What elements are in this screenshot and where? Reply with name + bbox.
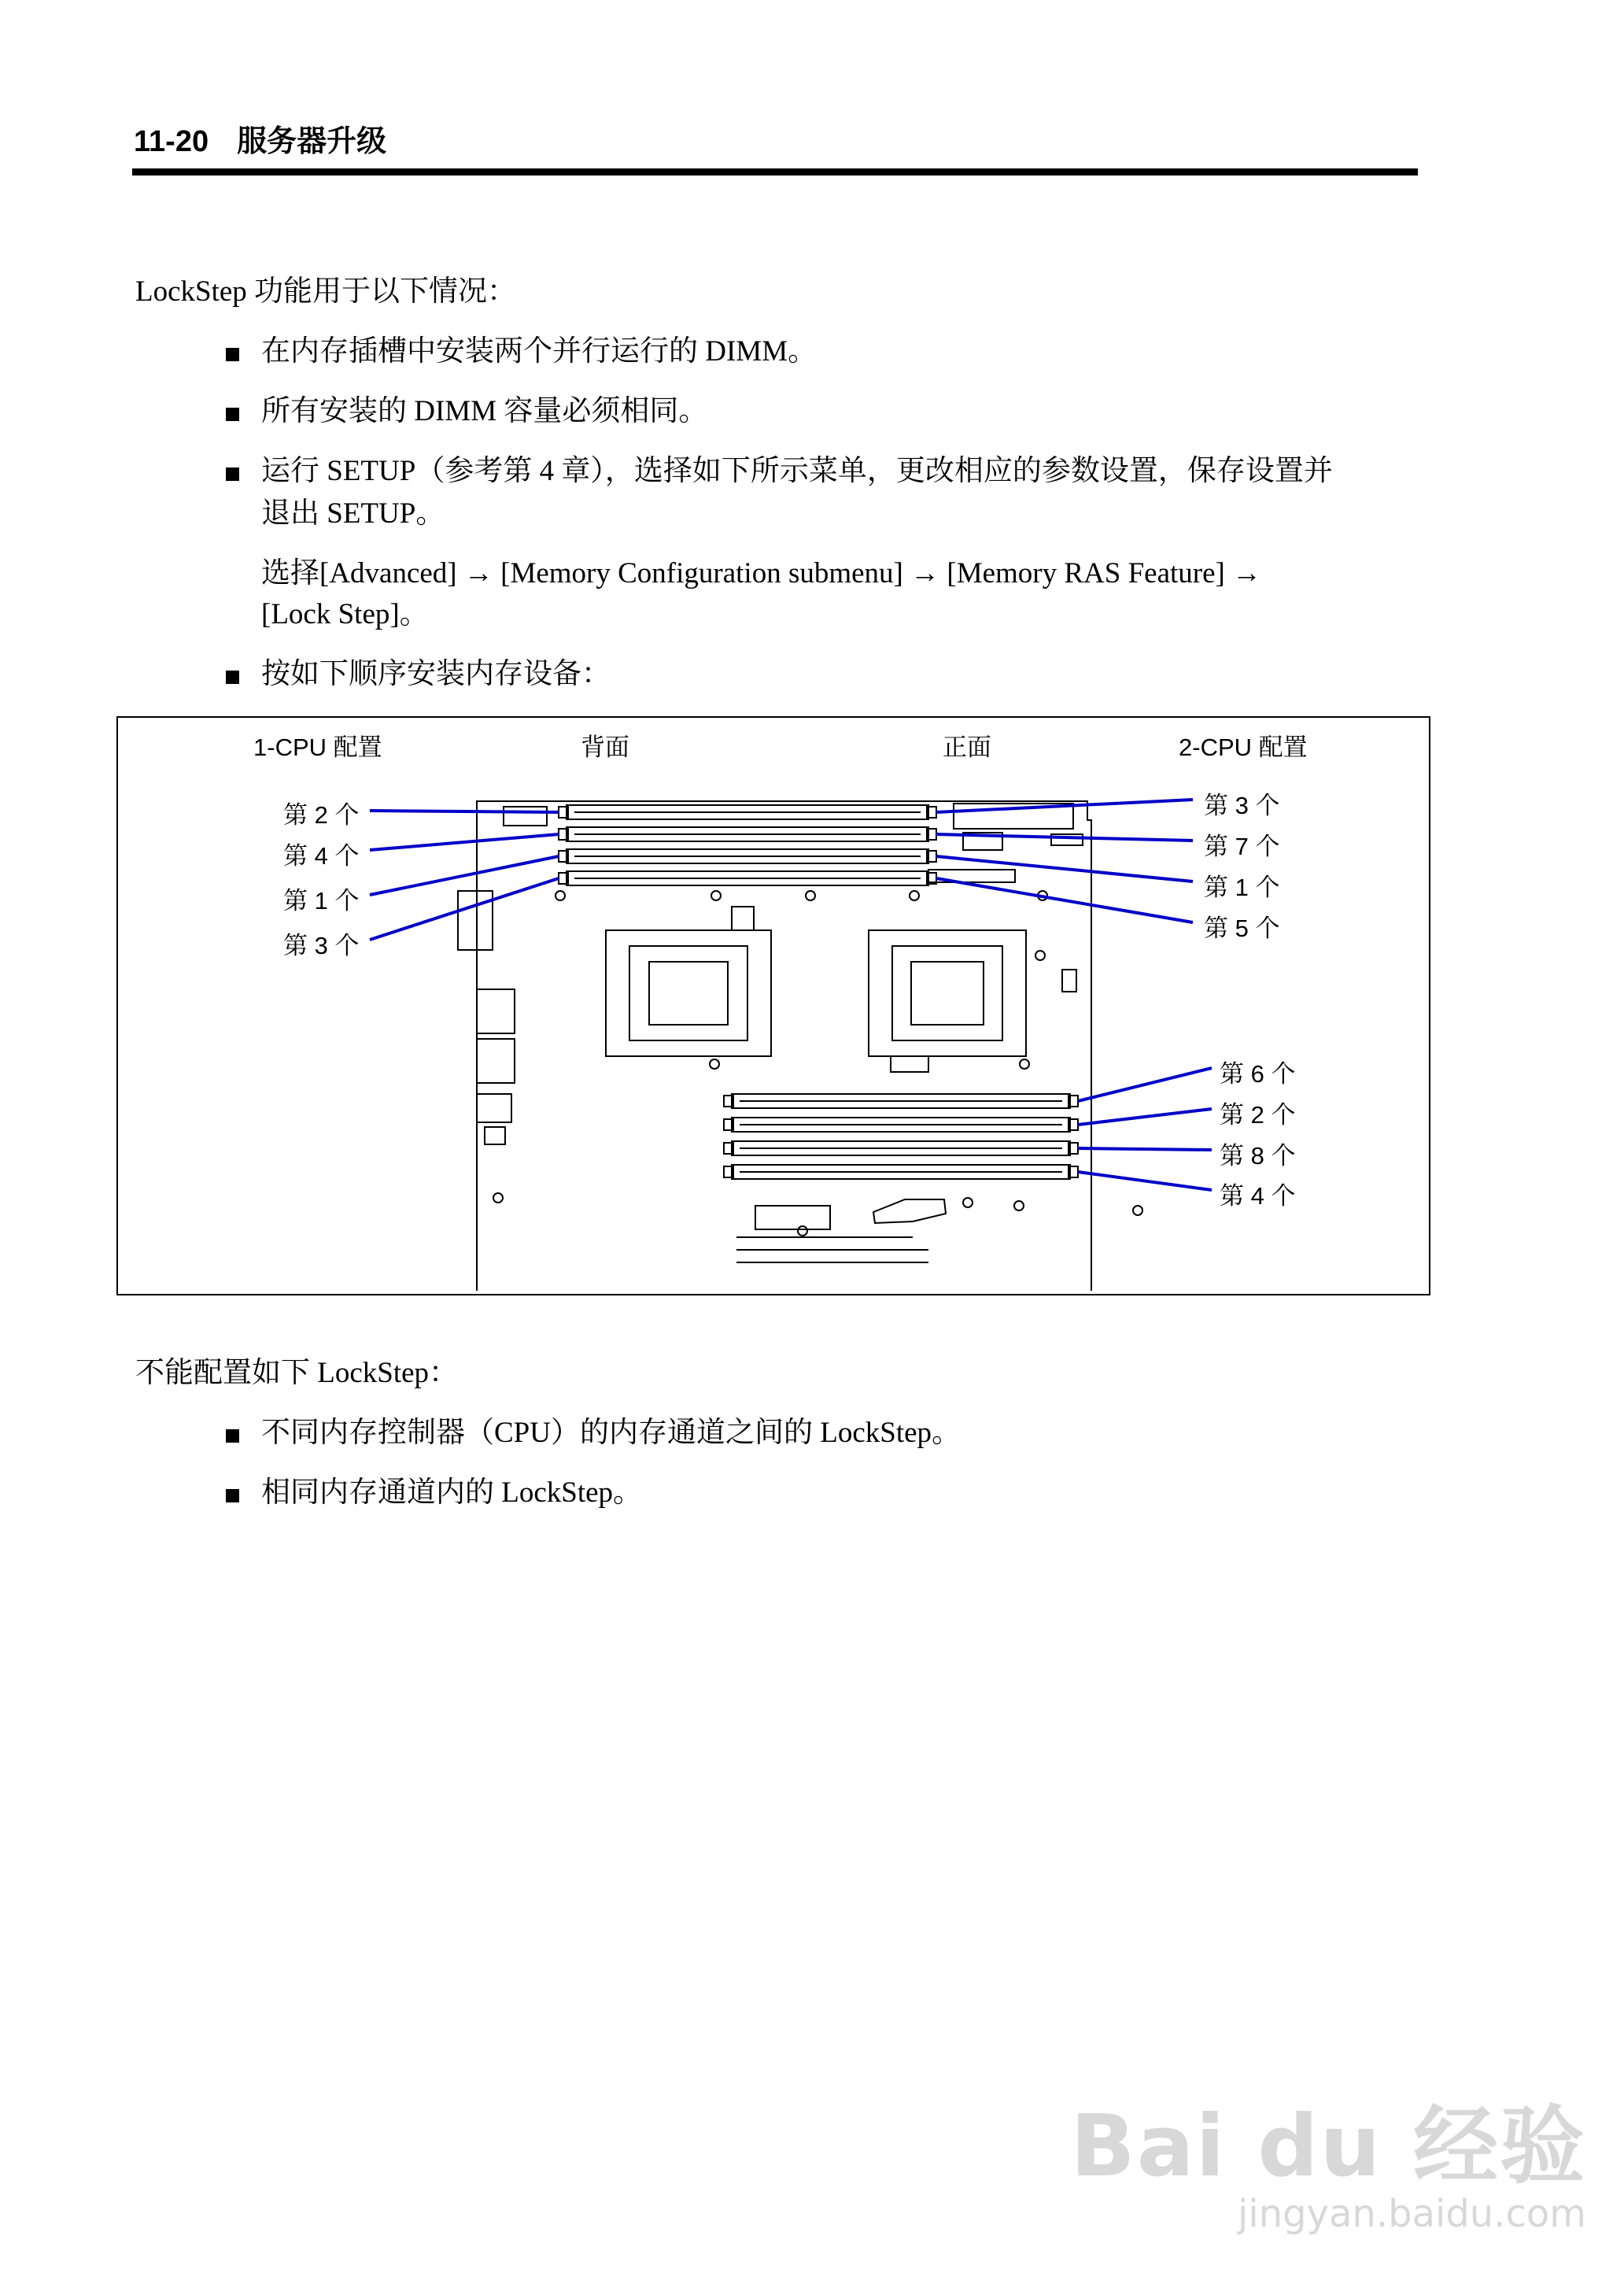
baidu-watermark bbox=[1070, 2078, 1586, 2236]
callout-label: 第 3 个 bbox=[283, 932, 360, 959]
menu-path-line1: 选择[Advanced] → [Memory Configuration submenu] → [Memory RAS Feature] → bbox=[261, 557, 1262, 589]
callout-label: 第 4 个 bbox=[283, 842, 360, 870]
bullet-icon bbox=[226, 408, 239, 421]
watermark-url: jingyan.baidu.com bbox=[1238, 2192, 1586, 2236]
intro-text: LockStep 功能用于以下情况： bbox=[135, 275, 517, 308]
callout-label: 第 8 个 bbox=[1220, 1142, 1296, 1170]
figure-title-1cpu: 1-CPU 配置 bbox=[253, 734, 382, 761]
callout-label: 第 3 个 bbox=[1204, 792, 1280, 819]
install-order-label: 按如下顺序安装内存设备： bbox=[261, 658, 611, 690]
menu-path-line2: [Lock Step]。 bbox=[261, 598, 429, 630]
callout-label: 第 1 个 bbox=[1204, 874, 1280, 901]
bullet-icon bbox=[226, 671, 239, 684]
figure-title-2cpu: 2-CPU 配置 bbox=[1179, 734, 1308, 761]
header-rule bbox=[132, 168, 1418, 176]
bullet-icon bbox=[226, 468, 239, 481]
not-allowed-item: 不同内存控制器（CPU）的内存通道之间的 LockStep。 bbox=[261, 1417, 961, 1449]
section-title: 服务器升级 bbox=[237, 125, 387, 158]
page-number: 11-20 bbox=[134, 125, 209, 158]
bullet-icon bbox=[226, 348, 239, 361]
callout-label: 第 5 个 bbox=[1204, 915, 1280, 942]
bullet-icon bbox=[226, 1489, 239, 1502]
not-allowed-text: 不能配置如下 LockStep： bbox=[135, 1357, 459, 1389]
page-header bbox=[134, 116, 386, 160]
not-allowed-item: 相同内存通道内的 LockStep。 bbox=[261, 1476, 643, 1509]
bullet-icon bbox=[226, 1429, 239, 1443]
cpu-socket bbox=[606, 930, 771, 1056]
condition-item: 运行 SETUP（参考第 4 章），选择如下所示菜单，更改相应的参数设置，保存设置并 bbox=[261, 455, 1333, 487]
figure-title-back: 背面 bbox=[581, 734, 629, 761]
callout-label: 第 2 个 bbox=[1220, 1101, 1296, 1129]
condition-item: 所有安装的 DIMM 容量必须相同。 bbox=[261, 395, 708, 427]
callout-label: 第 2 个 bbox=[283, 801, 360, 829]
callout-label: 第 4 个 bbox=[1220, 1182, 1296, 1210]
condition-item-continuation: 退出 SETUP。 bbox=[261, 497, 445, 530]
memory-install-diagram bbox=[116, 716, 1430, 1295]
figure-title-front: 正面 bbox=[943, 734, 991, 761]
callout-label: 第 1 个 bbox=[283, 887, 360, 915]
callout-label: 第 6 个 bbox=[1220, 1060, 1296, 1088]
callout-label: 第 7 个 bbox=[1204, 833, 1280, 860]
watermark-brand: Bai du 经验 bbox=[1070, 2097, 1586, 2196]
condition-item: 在内存插槽中安装两个并行运行的 DIMM。 bbox=[261, 335, 818, 368]
